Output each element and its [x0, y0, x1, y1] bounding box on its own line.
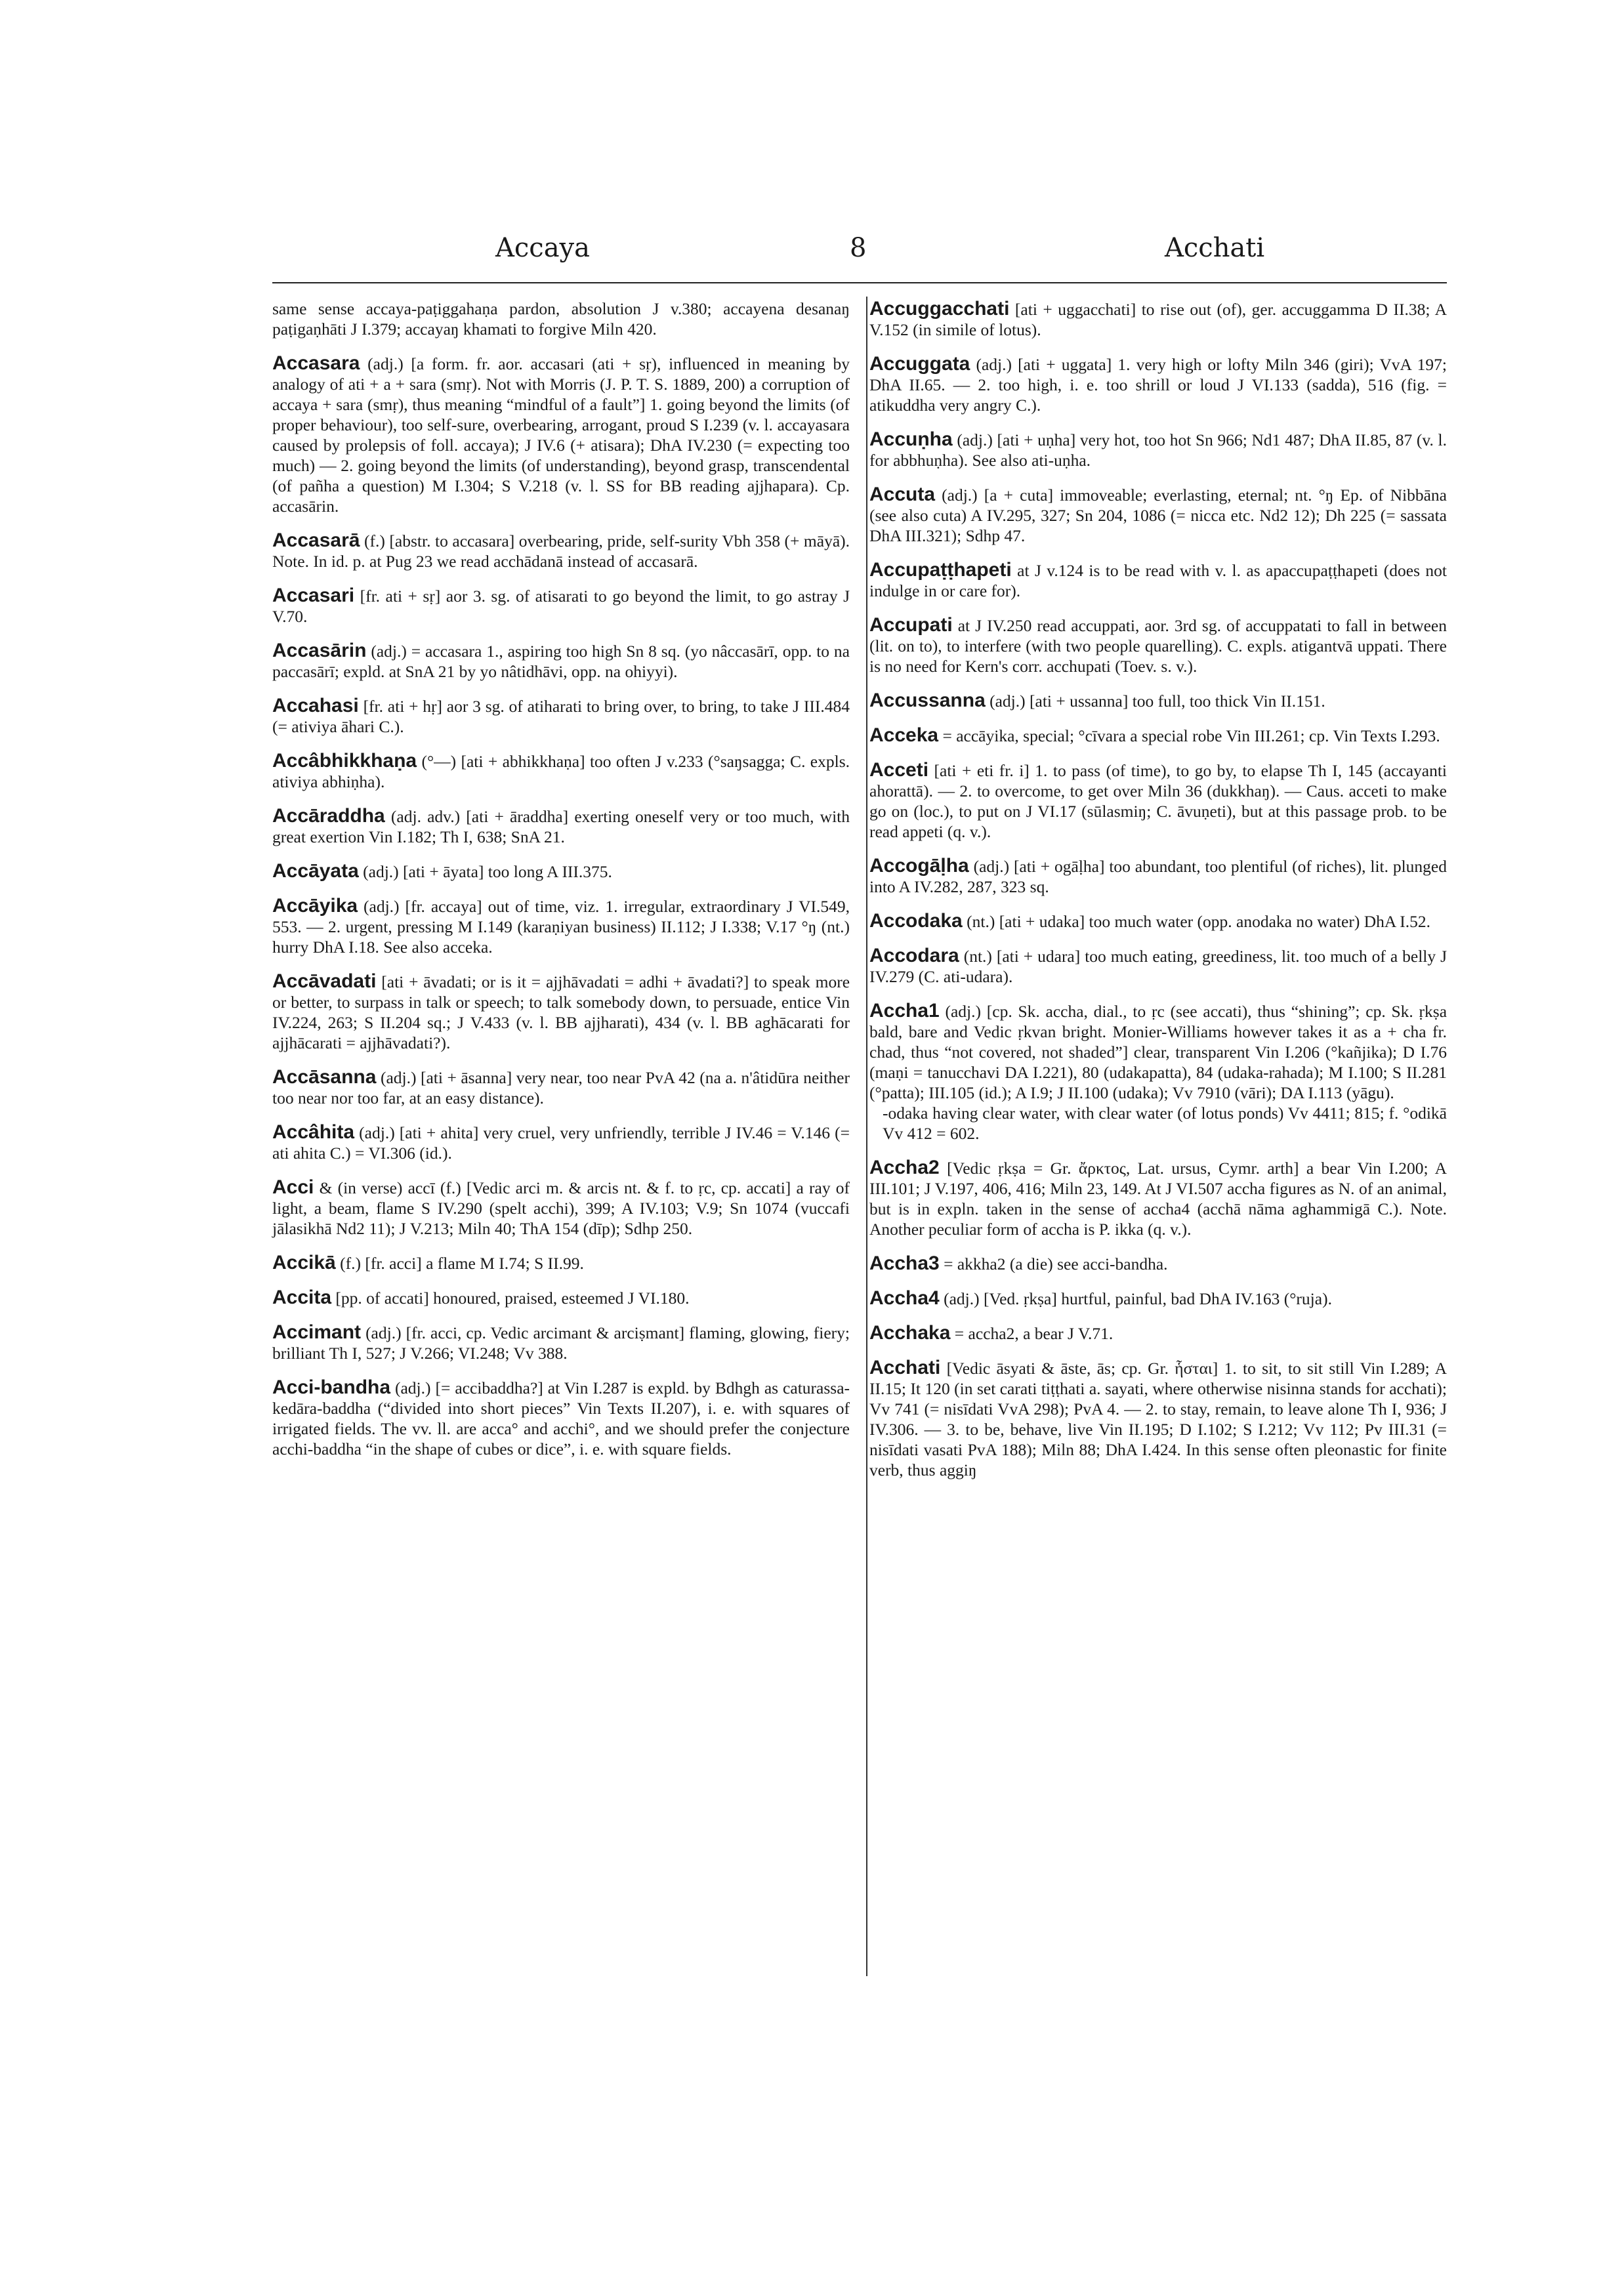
entry-headword: Acchati: [869, 1357, 941, 1378]
entry-headword: Accasara: [272, 352, 360, 374]
entry-definition: (adj.) [a + cuta] immoveable; everlasting, eternal; nt. °ŋ Ep. of Nibbāna (see also cuta) A IV.295, 327; Sn 204, 1086 (= nicca etc. Nd2 12); Dh 225 (= sassata DhA III.321); Sdhp 47.: [869, 486, 1447, 545]
header-right-guide-word: Acchati: [1165, 233, 1265, 263]
dictionary-entry: [272, 1377, 850, 1459]
dictionary-entry: [272, 1067, 850, 1108]
entry-definition: (°—) [ati + abhikkhaṇa] too often J v.233 (°saŋsagga; C. expls. ativiya abhiṇha).: [272, 752, 850, 791]
entry-definition: = accha2, a bear J V.71.: [954, 1324, 1114, 1343]
entry-definition: at J IV.250 read accuppati, aor. 3rd sg. of accuppatati to fall in between (lit. on to), to interfere (with two people quarelling). C. expls. atigantvā uppati. There is no need for Kern's corr. acchupati (Toev. s. v.).: [869, 616, 1447, 676]
entry-headword: Accāvadati: [272, 970, 377, 992]
dictionary-entry: [869, 560, 1447, 601]
entry-definition: (nt.) [ati + udara] too much eating, greediness, lit. too much of a belly J IV.279 (C. ati-udara).: [869, 947, 1447, 986]
entry-definition: (adj.) [Ved. ṛkṣa] hurtful, painful, bad DhA IV.163 (°ruja).: [944, 1289, 1332, 1308]
column-divider: [866, 297, 867, 1976]
entry-headword: Accuṇha: [869, 428, 953, 450]
entry-definition: (f.) [fr. acci] a flame M I.74; S II.99.: [340, 1254, 584, 1273]
right-column: [869, 299, 1447, 1494]
entry-definition: (adj.) = accasara 1., aspiring too high Sn 8 sq. (yo nâccasārī, opp. to na paccasārī; expld. at SnA 21 by yo nâtidhāvi, opp. na ohiyyi).: [272, 642, 850, 681]
entry-headword: Accasari: [272, 585, 355, 606]
entry-definition: (f.) [abstr. to accasara] overbearing, pride, self-surity Vbh 358 (+ māyā). Note. In id. p. at Pug 23 we read acchādanā instead of accasarā.: [272, 531, 850, 571]
entry-headword: Accasārin: [272, 640, 367, 661]
entry-definition: (adj. adv.) [ati + āraddha] exerting oneself very or too much, with great exertion Vin I.182; Th I, 638; SnA 21.: [272, 807, 850, 846]
entry-headword: Accha2: [869, 1157, 940, 1178]
dictionary-entry: [272, 751, 850, 792]
entry-definition: (adj.) [ati + āyata] too long A III.375.: [363, 862, 612, 881]
header-left-guide-word: Accaya: [495, 233, 590, 263]
dictionary-entry: [869, 1357, 1447, 1480]
entry-headword: Accogāḷha: [869, 855, 969, 877]
entry-definition: = accāyika, special; °cīvara a special robe Vin III.261; cp. Vin Texts I.293.: [942, 726, 1440, 745]
entry-definition: [pp. of accati] honoured, praised, esteemed J VI.180.: [335, 1289, 690, 1308]
entry-definition: (adj.) [fr. accaya] out of time, viz. 1. irregular, extraordinary J VI.549, 553. — 2. urgent, pressing M I.149 (karaṇiyan business) II.112; J I.338; V.17 °ŋ (nt.) hurry DhA I.18. See also acceka.: [272, 897, 850, 957]
dictionary-entry: [272, 585, 850, 627]
entry-headword: Accahasi: [272, 695, 359, 716]
dictionary-entry: [869, 1253, 1447, 1274]
entry-headword: Acci: [272, 1176, 314, 1198]
entry-headword: Accodaka: [869, 910, 963, 932]
entry-headword: Accāraddha: [272, 805, 385, 827]
entry-definition: (adj.) [ati + ogāḷha] too abundant, too plentiful (of riches), lit. plunged into A IV.282, 287, 323 sq.: [869, 857, 1447, 896]
entry-headword: Accuggacchati: [869, 298, 1010, 320]
dictionary-entry: [869, 1323, 1447, 1344]
dictionary-entry: [869, 484, 1447, 546]
dictionary-entry: [272, 695, 850, 737]
dictionary-entry: [272, 640, 850, 682]
entry-definition: (adj.) [ati + ussanna] too full, too thick Vin II.151.: [989, 692, 1325, 711]
entry-definition: [Vedic āsyati & āste, ās; cp. Gr. ἧσται] 1. to sit, to sit still Vin I.289; A II.15; It 120 (in set carati tiṭṭhati a. sayati, where otherwise nisinna stands for acchati); Vv 741 (= nisīdati VvA 298); PvA 4. — 2. to stay, remain, to leave alone Th I, 936; J IV.306. — 3. to be, behave, live Vin II.195; D I.102; S I.212; Vv 112; Pv III.31 (= nisīdati vasati PvA 188); Miln 88; DhA I.424. In this sense often pleonastic for finite verb, thus aggiŋ: [869, 1359, 1447, 1479]
entry-definition: (adj.) [ati + āsanna] very near, too near PvA 42 (na a. n'âtidūra neither too near nor too far, at an easy distance).: [272, 1068, 850, 1107]
entry-headword: Accâbhikkhaṇa: [272, 750, 417, 772]
page-header: [272, 233, 1447, 279]
dictionary-entry: [869, 354, 1447, 415]
entry-headword: Accha3: [869, 1252, 940, 1274]
entry-headword: Accasarā: [272, 529, 360, 551]
entry-definition: [Vedic ṛkṣa = Gr. ἄρκτος, Lat. ursus, Cymr. arth] a bear Vin I.200; A III.101; J V.197, 406, 416; Miln 23, 149. At J VI.507 accha figures as N. of an animal, but is in expln. taken in the sense of accha4 (acchā nāma aghammigā C.). Note. Another peculiar form of accha is P. ikka (q. v.).: [869, 1159, 1447, 1239]
entry-definition: (adj.) [ati + uṇha] very hot, too hot Sn 966; Nd1 487; DhA II.85, 87 (v. l. for abbhuṇha). See also ati-uṇha.: [869, 430, 1447, 470]
entry-headword: Accita: [272, 1287, 332, 1308]
entry-definition: (adj.) [ati + ahita] very cruel, very unfriendly, terrible J IV.46 = V.146 (= ati ahita C.) = VI.306 (id.).: [272, 1123, 850, 1163]
dictionary-entry: [869, 725, 1447, 746]
dictionary-entry: [869, 760, 1447, 842]
entry-definition: same sense accaya-paṭiggahaṇa pardon, absolution J v.380; accayena desanaŋ paṭigaṇhāti J I.379; accayaŋ khamati to forgive Miln 420.: [272, 299, 850, 339]
header-rule: [272, 282, 1447, 283]
entry-definition: [fr. ati + hṛ] aor 3 sg. of atiharati to bring over, to bring, to take J III.484 (= ativiya āhari C.).: [272, 697, 850, 736]
dictionary-entry: [869, 615, 1447, 676]
entry-headword: Accimant: [272, 1321, 362, 1343]
entry-definition: [ati + uggacchati] to rise out (of), ger. accuggamma D II.38; A V.152 (in simile of lotus).: [869, 300, 1447, 339]
entry-definition: [fr. ati + sṛ] aor 3. sg. of atisarati to go beyond the limit, to go astray J V.70.: [272, 587, 850, 626]
left-column: [272, 299, 850, 1473]
entry-headword: Accupaṭṭhapeti: [869, 559, 1012, 581]
entry-definition: (adj.) [cp. Sk. accha, dial., to ṛc (see accati), thus “shining”; cp. Sk. ṛkṣa bald, bare and Vedic ṛkvan bright. Monier-Williams however takes it as a + cha fr. chad, thus “not covered, not shaded”] clear, transparent Vin I.206 (°kañjika); D I.76 (maṇi = tanucchavi DA I.221), 80 (udakapatta), 84 (udaka-rahada); M I.100; S II.281 (°patta); III.105 (id.); A I.9; J II.100 (udaka); Vv 7910 (vāri); DA I.113 (yāgu).: [869, 1002, 1447, 1102]
entry-headword: Accodara: [869, 945, 959, 966]
entry-headword: Accha4: [869, 1287, 940, 1309]
dictionary-entry: [272, 1252, 850, 1273]
entry-definition: (adj.) [a form. fr. aor. accasari (ati + sṛ), influenced in meaning by analogy of ati + a + sara (smṛ). Not with Morris (J. P. T. S. 1889, 200) a corruption of accaya + sara (smṛ), thus meaning “mindful of a fault”] 1. going beyond the limits (of proper behaviour), too self-sure, overbearing, arrogant, proud S I.239 (v. l. accayasara caused by prolepsis of foll. accaya); J IV.6 (+ atisara); DhA IV.230 (= expecting too much) — 2. going beyond the limits (of understanding), beyond grasp, transcendental (of pañha a question) M I.304; S V.218 (v. l. SS for BB reading ajjhapara). Cp. accasārin.: [272, 354, 850, 516]
entry-headword: Accāyata: [272, 860, 359, 882]
dictionary-entry: [869, 1157, 1447, 1239]
dictionary-entry: [272, 1322, 850, 1363]
dictionary-entry: [272, 1177, 850, 1239]
entry-definition: (adj.) [ati + uggata] 1. very high or lofty Miln 346 (giri); VvA 197; DhA II.65. — 2. too high, i. e. too shrill or loud J VI.133 (sadda), 516 (fig. = atikuddha very angry C.).: [869, 355, 1447, 415]
dictionary-entry: [272, 806, 850, 847]
dictionary-entry: [869, 690, 1447, 711]
dictionary-entry: [869, 911, 1447, 932]
entry-definition: = akkha2 (a die) see acci-bandha.: [944, 1254, 1168, 1273]
entry-headword: Acceka: [869, 724, 939, 746]
entry-subentry: -odaka having clear water, with clear water (of lotus ponds) Vv 4411; 815; f. °odikā Vv 412 = 602.: [883, 1104, 1447, 1143]
entry-headword: Accāsanna: [272, 1066, 377, 1088]
dictionary-entry: [869, 1288, 1447, 1309]
entry-definition: (nt.) [ati + udaka] too much water (opp. anodaka no water) DhA I.52.: [967, 912, 1431, 931]
dictionary-entry: [869, 1001, 1447, 1144]
dictionary-entry: [869, 299, 1447, 340]
entry-headword: Accha1: [869, 1000, 940, 1022]
dictionary-entry: [272, 1287, 850, 1308]
entry-headword: Accuggata: [869, 353, 970, 375]
entry-headword: Accupati: [869, 614, 953, 636]
entry-definition: [ati + āvadati; or is it = ajjhāvadati = adhi + āvadati?] to speak more or better, to surpass in talk or speech; to talk somebody down, to persuade, entice Vin IV.224, 263; S II.204 sq.; J V.433 (v. l. BB ajjharati), 434 (v. l. BB aghācarati for ajjhācarati = ajjhāvadati?).: [272, 972, 850, 1052]
page-number: 8: [850, 233, 867, 263]
dictionary-entry: [869, 429, 1447, 470]
entry-definition: & (in verse) accī (f.) [Vedic arci m. & arcis nt. & f. to ṛc, cp. accati] a ray of light, a beam, flame S IV.290 (spelt acchi), 399; A IV.103; V.9; Sn 1074 (vuccafi jālasikhā Nd2 11); J V.213; Miln 40; ThA 154 (dīp); Sdhp 250.: [272, 1178, 850, 1238]
entry-definition: at J v.124 is to be read with v. l. as apaccupaṭṭhapeti (does not indulge in or care for).: [869, 561, 1447, 600]
dictionary-entry: [272, 353, 850, 516]
dictionary-entry: [272, 299, 850, 339]
dictionary-entry: [869, 945, 1447, 987]
entry-headword: Accikā: [272, 1252, 336, 1273]
entry-definition: (adj.) [fr. acci, cp. Vedic arcimant & arciṣmant] flaming, glowing, fiery; brilliant Th I, 527; J V.266; VI.248; Vv 388.: [272, 1323, 850, 1363]
dictionary-entry: [272, 971, 850, 1053]
dictionary-entry: [272, 861, 850, 882]
dictionary-entry: [869, 856, 1447, 897]
entry-headword: Accāyika: [272, 895, 358, 917]
entry-definition: (adj.) [= accibaddha?] at Vin I.287 is expld. by Bdhgh as caturassa-kedāra-baddha (“divided into short pieces” Vin Texts II.207), i. e. with squares of irrigated fields. The vv. ll. are acca° and acchi°, and we should prefer the conjecture acchi-baddha “in the shape of cubes or dice”, i. e. with square fields.: [272, 1378, 850, 1458]
dictionary-entry: [272, 530, 850, 571]
dictionary-entry: [272, 1122, 850, 1163]
entry-headword: Accuta: [869, 484, 936, 505]
entry-headword: Acchaka: [869, 1322, 951, 1344]
entry-definition: [ati + eti fr. i] 1. to pass (of time), to go by, to elapse Th I, 145 (accayanti ahorattā). — 2. to overcome, to get over Miln 36 (dukkhaŋ). — Caus. acceti to make go on (loc.), to put on J VI.17 (sūlasmiŋ; C. āvuṇeti), but at this passage prob. to be read appeti (q. v.).: [869, 761, 1447, 841]
entry-headword: Accâhita: [272, 1121, 355, 1143]
entry-headword: Acci-bandha: [272, 1376, 391, 1398]
entry-headword: Accussanna: [869, 690, 986, 711]
entry-headword: Acceti: [869, 759, 929, 781]
dictionary-entry: [272, 896, 850, 957]
